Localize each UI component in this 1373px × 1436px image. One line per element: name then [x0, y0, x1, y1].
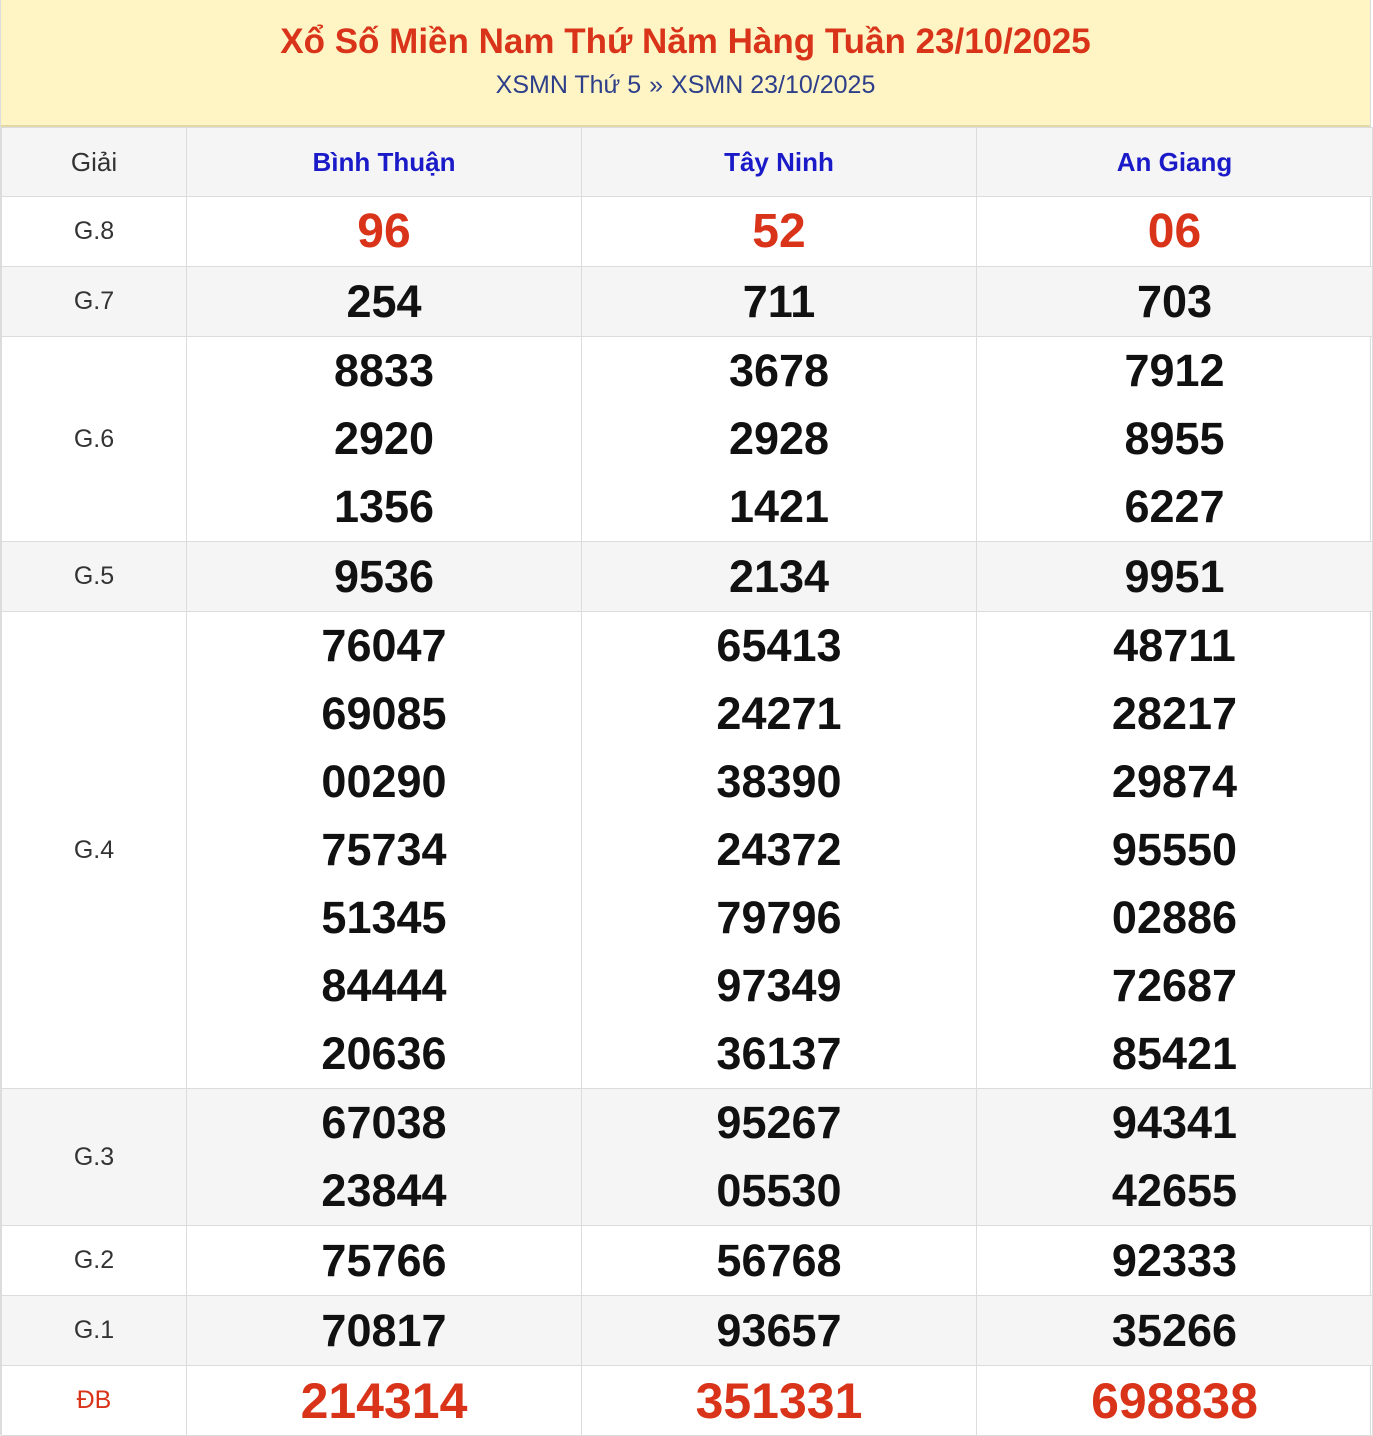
prize-number: 97349	[716, 960, 842, 1011]
prize-cell	[187, 542, 582, 612]
prize-number: 9951	[1124, 550, 1225, 602]
prize-cell	[187, 197, 582, 267]
prize-number: 79796	[716, 892, 842, 943]
prize-number: 38390	[716, 756, 842, 807]
prize-number: 67038	[321, 1097, 447, 1148]
prize-cell	[977, 1089, 1373, 1226]
breadcrumb-link-thu5[interactable]: XSMN Thứ 5	[495, 71, 642, 99]
table-row	[2, 197, 1373, 267]
prize-cell	[977, 267, 1373, 337]
prize-number: 711	[742, 275, 816, 327]
table-row	[2, 337, 1373, 542]
prize-number: 2920	[333, 413, 435, 464]
prize-number: 2134	[728, 550, 830, 602]
prize-label: G.4	[2, 612, 187, 1089]
prize-number: 2928	[728, 413, 830, 464]
prize-cell	[187, 267, 582, 337]
prize-cell	[187, 612, 582, 1089]
table-row	[2, 267, 1373, 337]
table-header-row	[2, 128, 1373, 197]
prize-label: G.7	[2, 267, 187, 337]
prize-number: 00290	[321, 756, 447, 807]
prize-number: 96	[357, 204, 411, 258]
prize-number: 85421	[1111, 1028, 1238, 1079]
prize-cell	[187, 1089, 582, 1226]
prize-number: 7912	[1124, 345, 1225, 396]
prize-cell	[977, 542, 1373, 612]
prize-number: 351331	[695, 1372, 863, 1429]
prize-number: 95267	[716, 1097, 842, 1148]
prize-number: 214314	[300, 1372, 468, 1429]
prize-number: 23844	[321, 1165, 447, 1216]
prize-cell	[582, 197, 977, 267]
breadcrumb-link-date[interactable]: XSMN 23/10/2025	[671, 71, 876, 99]
prize-number: 75734	[321, 824, 447, 875]
prize-number: 02886	[1111, 892, 1238, 943]
table-row	[2, 1366, 1373, 1436]
prize-number: 65413	[716, 620, 842, 671]
prize-number: 703	[1136, 275, 1213, 327]
prize-number: 52	[752, 204, 806, 258]
prize-number: 24271	[716, 688, 842, 739]
prize-number: 9536	[333, 550, 435, 602]
prize-number: 92333	[1111, 1234, 1238, 1286]
prize-number: 94341	[1111, 1097, 1238, 1148]
prize-number: 8955	[1124, 413, 1225, 464]
prize-number: 3678	[728, 345, 830, 396]
prize-cell	[582, 1366, 977, 1436]
prize-number: 8833	[333, 345, 435, 396]
prize-number: 698838	[1091, 1372, 1258, 1429]
prize-number: 84444	[321, 960, 447, 1011]
prize-label: G.1	[2, 1296, 187, 1366]
table-row	[2, 542, 1373, 612]
prize-number: 28217	[1111, 688, 1238, 739]
prize-label: G.8	[2, 197, 187, 267]
prize-number: 95550	[1111, 824, 1238, 875]
results-table	[1, 127, 1373, 1436]
prize-number: 29874	[1111, 756, 1238, 807]
prize-cell	[582, 1089, 977, 1226]
prize-number: 20636	[321, 1028, 447, 1079]
prize-number: 75766	[321, 1234, 447, 1286]
prize-cell	[187, 337, 582, 542]
prize-number: 36137	[716, 1028, 842, 1079]
prize-cell	[977, 612, 1373, 1089]
prize-label: ĐB	[2, 1366, 187, 1436]
prize-number: 70817	[321, 1304, 447, 1356]
prize-number: 24372	[716, 824, 842, 875]
prize-cell	[977, 1296, 1373, 1366]
prize-cell	[582, 1296, 977, 1366]
table-row	[2, 612, 1373, 1089]
prize-cell	[187, 1296, 582, 1366]
prize-cell	[187, 1226, 582, 1296]
prize-cell	[187, 1366, 582, 1436]
prize-number: 35266	[1111, 1304, 1238, 1356]
prize-number: 42655	[1111, 1165, 1238, 1216]
prize-cell	[977, 197, 1373, 267]
prize-number: 6227	[1124, 481, 1225, 532]
prize-cell	[582, 612, 977, 1089]
prize-number: 48711	[1113, 620, 1236, 671]
table-row	[2, 1296, 1373, 1366]
prize-number: 1356	[333, 481, 435, 532]
prize-label: G.5	[2, 542, 187, 612]
prize-cell	[582, 1226, 977, 1296]
prize-number: 51345	[321, 892, 447, 943]
prize-number: 06	[1147, 204, 1202, 258]
prize-number: 56768	[716, 1234, 842, 1286]
prize-cell	[977, 1226, 1373, 1296]
breadcrumb-separator: »	[649, 71, 664, 99]
prize-label: G.3	[2, 1089, 187, 1226]
prize-label: G.6	[2, 337, 187, 542]
table-row	[2, 1089, 1373, 1226]
prize-number: 76047	[321, 620, 447, 671]
prize-cell	[582, 337, 977, 542]
breadcrumb	[1, 70, 1370, 100]
prize-label: G.2	[2, 1226, 187, 1296]
prize-cell	[582, 542, 977, 612]
page-title: Xổ Số Miền Nam Thứ Năm Hàng Tuần 23/10/2025	[280, 22, 1091, 61]
prize-number: 05530	[716, 1165, 842, 1216]
prize-number: 254	[346, 275, 422, 327]
prize-cell	[582, 267, 977, 337]
prize-number: 1421	[728, 481, 830, 532]
prize-number: 69085	[321, 688, 447, 739]
prize-cell	[977, 337, 1373, 542]
table-row	[2, 1226, 1373, 1296]
prize-number: 72687	[1111, 960, 1238, 1011]
province-header[interactable]: An Giang	[977, 128, 1373, 197]
province-header[interactable]: Tây Ninh	[582, 128, 977, 197]
province-header[interactable]: Bình Thuận	[187, 128, 582, 197]
prize-number: 93657	[716, 1304, 842, 1356]
prize-cell	[977, 1366, 1373, 1436]
prize-column-header: Giải	[2, 128, 187, 197]
results-header	[1, 0, 1370, 127]
